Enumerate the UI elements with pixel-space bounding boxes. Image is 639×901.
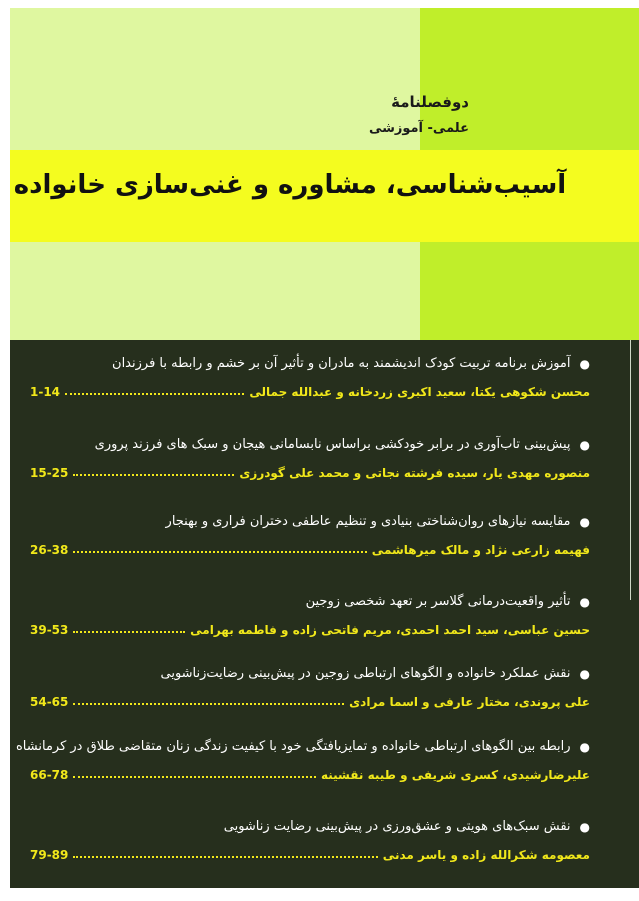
article-title[interactable]: نقش عملکرد خانواده و الگوهای ارتباطی زوجین در پیش‌بینی رضایت‌زناشویی <box>160 666 571 681</box>
article-pages: 39-53 <box>30 623 69 637</box>
article-authors: علیرضارشیدی، کسری شریفی و طیبه نقشینه <box>320 768 590 782</box>
article-pages: 1-14 <box>30 385 61 399</box>
bullet-icon: ● <box>579 666 590 681</box>
article-authors: معصومه شکرالله زاده و یاسر مدنی <box>382 848 590 862</box>
article-authors: علی پروندی، مختار عارفی و اسما مرادی <box>349 695 590 709</box>
article-7[interactable] <box>30 819 590 862</box>
leader-dots <box>73 703 344 705</box>
article-3[interactable] <box>30 514 590 557</box>
article-authors: فهیمه زارعی نژاد و مالک میرهاشمی <box>371 543 590 557</box>
side-divider <box>630 340 631 600</box>
article-pages: 54-65 <box>30 695 69 709</box>
journal-category-label: علمی- آموزشی <box>368 121 469 136</box>
bullet-icon: ● <box>579 356 590 371</box>
article-pages: 79-89 <box>30 848 69 862</box>
article-1[interactable] <box>30 356 590 399</box>
bullet-icon: ● <box>579 739 590 754</box>
article-title[interactable]: رابطه بین الگوهای ارتباطی خانواده و تمایزیافتگی خود با کیفیت زندگی زنان متقاضی طلاق در کرمانشاه <box>16 739 571 754</box>
leader-dots <box>73 631 185 633</box>
article-pages: 66-78 <box>30 768 69 782</box>
article-authors: حسین عباسی، سید احمد احمدی، مریم فاتحی زاده و فاطمه بهرامی <box>190 623 590 637</box>
leader-dots <box>73 551 366 553</box>
leader-dots <box>65 393 244 395</box>
article-5[interactable] <box>30 666 590 709</box>
bullet-icon: ● <box>579 594 590 609</box>
leader-dots <box>73 856 377 858</box>
article-title[interactable]: نقش سبک‌های هویتی و عشق‌ورزی در پیش‌بینی رضایت زناشویی <box>223 819 571 834</box>
journal-title: آسیب‌شناسی، مشاوره و غنی‌سازی خانواده <box>13 170 567 200</box>
article-authors: محسن شکوهی یکتا، سعید اکبری زردخانه و عبدالله جمالی <box>249 385 590 399</box>
journal-type-label: دوفصلنامۀ <box>391 93 469 111</box>
article-pages: 26-38 <box>30 543 69 557</box>
leader-dots <box>73 474 234 476</box>
bullet-icon: ● <box>579 437 590 452</box>
bullet-icon: ● <box>579 514 590 529</box>
article-6[interactable] <box>16 739 590 782</box>
article-authors: منصوره مهدی یار، سیده فرشته نجاتی و محمد علی گودرزی <box>239 466 590 480</box>
article-title[interactable]: مقایسه نیازهای روان‌شناختی بنیادی و تنظیم عاطفی دختران فراری و بهنجار <box>165 514 571 529</box>
article-title[interactable]: پیش‌بینی تاب‌آوری در برابر خودکشی براساس نابسامانی هیجان و سبک های فرزند پروری <box>94 437 571 452</box>
article-4[interactable] <box>30 594 590 637</box>
article-pages: 15-25 <box>30 466 69 480</box>
article-2[interactable] <box>30 437 590 480</box>
bullet-icon: ● <box>579 819 590 834</box>
bottom-margin <box>10 888 639 901</box>
article-title[interactable]: آموزش برنامه تربیت کودک اندیشمند به مادران و تأثیر آن بر خشم و رابطه با فرزندان <box>112 356 571 371</box>
leader-dots <box>73 776 316 778</box>
article-title[interactable]: تأثیر واقعیت‌درمانی گلاسر بر تعهد شخصی زوجین <box>305 594 571 609</box>
